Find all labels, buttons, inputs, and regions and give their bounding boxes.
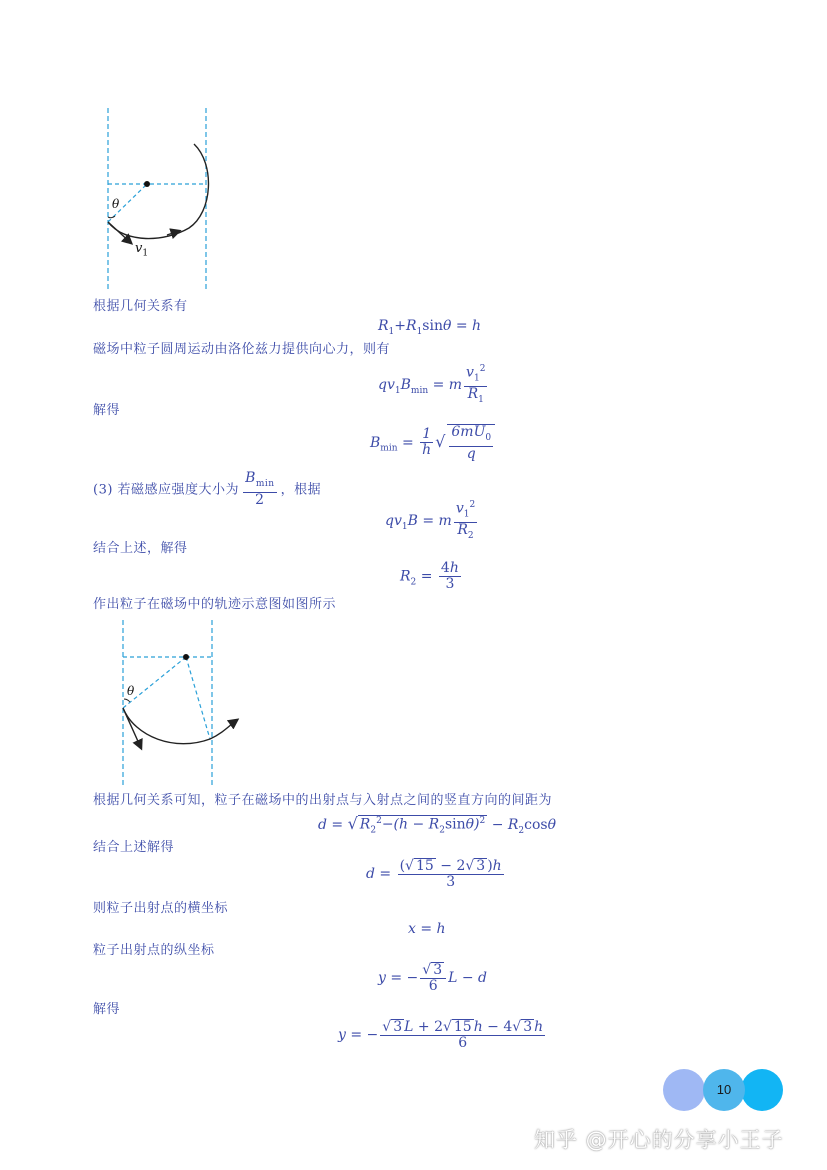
trajectory-figure-2 [115,617,255,787]
equation-3: $B_{min}$ = $\frac{1}{h}$ √ $\frac{6mU_0}{q}$ [370,424,497,462]
text-line-10: 粒子出射点的纵坐标 [93,943,215,958]
text-line-1: 根据几何关系有 [93,299,188,314]
text-line-6: 作出粒子在磁场中的轨迹示意图如图所示 [93,597,337,612]
text-line-9: 则粒子出射点的横坐标 [93,901,229,916]
text-line-2: 磁场中粒子圆周运动由洛伦兹力提供向心力，则有 [93,342,391,357]
text-line-5: 结合上述，解得 [93,541,188,556]
page-number: 10 [716,1082,732,1097]
equation-5: $R_2$ = $\frac{4h}{3}$ [400,560,459,592]
equation-8: x = h [408,921,446,937]
figure1-velocity-label: $v_1$ [135,241,149,259]
text-line-8: 结合上述解得 [93,840,175,855]
text-line-3: 解得 [93,403,121,418]
equation-7: d = $\frac{(√ 15 - 2√ 3 )h}{3}$ [366,858,502,890]
figure2-theta-label: θ [127,684,135,698]
equation-2: $qv_1B_{min} = m$ $\frac{v_1^2}{R_1}$ [378,364,486,406]
badge-circle-left [663,1069,705,1111]
badge-circle-right [741,1069,783,1111]
equation-4: $qv_1B = m$ $\frac{v_1^2}{R_2}$ [385,500,476,542]
page-number-badge [663,1069,783,1111]
text-line-7: 根据几何关系可知，粒子在磁场中的出射点与入射点之间的竖直方向的间距为 [93,793,553,808]
text-line-11: 解得 [93,1002,121,1017]
text-line-4: (3) 若磁感应强度大小为 $\frac{B_{min}}{2}$ ，根据 [93,470,322,508]
equation-9: y = − $\frac{√ 3}{6}$ L − d [378,962,488,994]
figure1-theta-label: θ [112,197,120,211]
equation-6: d = √ $R_2^2-(h - R_2\sin\theta)^2 - R_2\cos\theta$ [318,814,557,836]
watermark: 知乎 @开心的分享小王子 [534,1128,784,1152]
equation-1: $R_1+R_1\sin\theta = h$ [378,318,482,337]
equation-10: y = − $\frac{√ 3 L + 2√ 15 h - 4√ 3 h}{6}$ [338,1019,544,1051]
